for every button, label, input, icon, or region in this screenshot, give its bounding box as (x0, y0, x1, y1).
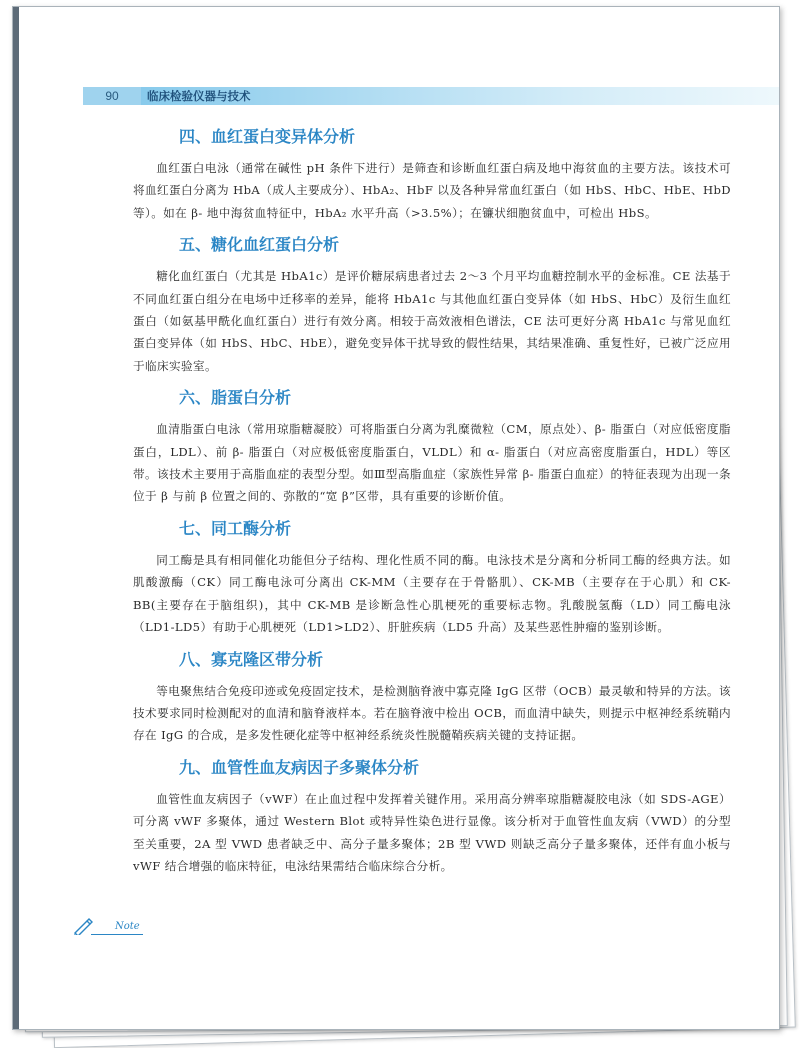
section-title: 八、寡克隆区带分析 (179, 649, 324, 669)
main-content (133, 125, 731, 886)
section-oligoclonal-bands (133, 648, 731, 747)
section-title: 九、血管性血友病因子多聚体分析 (179, 757, 420, 777)
book-page (12, 6, 780, 1030)
section-body: 等电聚焦结合免疫印迹或免疫固定技术，是检测脑脊液中寡克隆 IgG 区带（OCB）最灵敏和特异的方法。该技术要求同时检测配对的血清和脑脊液样本。若在脑脊液中检出 OCB，而血清中缺失，则提示中枢神经系统鞘内存在 IgG 的合成，是多发性硬化症等中枢神经系统炎性脱髓鞘疾病关键的支持证据。 (133, 683, 731, 743)
section-body: 糖化血红蛋白（尤其是 HbA1c）是评价糖尿病患者过去 2～3 个月平均血糖控制水平的金标准。CE 法基于不同血红蛋白组分在电场中迁移率的差异，能将 HbA1c 与其他血红蛋白变异体（如 HbS、HbC）及衍生血红蛋白（如氨基甲酰化血红蛋白）进行有效分离。相较于高效液相色谱法，CE 法可更好分离 HbA1c 与常见血红蛋白变异体（如 HbS、HbC、HbE），避免变异体干扰导致的假性结果，其结果准确、重复性好，已被广泛应用于临床实验室。 (133, 269, 731, 373)
section-title: 五、糖化血红蛋白分析 (179, 235, 340, 255)
section-vwf-multimer (133, 756, 731, 878)
notes-marker (73, 917, 153, 937)
notes-underline (91, 934, 143, 935)
page-number: 90 (83, 87, 141, 105)
section-isoenzyme (133, 517, 731, 639)
section-title: 六、脂蛋白分析 (179, 388, 292, 408)
section-body: 血清脂蛋白电泳（常用琼脂糖凝胶）可将脂蛋白分离为乳糜微粒（CM，原点处）、β- 脂蛋白（对应低密度脂蛋白，LDL）、前 β- 脂蛋白（对应极低密度脂蛋白，VLDL）和 α- 脂蛋白（对应高密度脂蛋白，HDL）等区带。该技术主要用于高脂血症的表型分型。如Ⅲ型高脂血症（家族性异常 β- 脂蛋白血症）的特征表现为出现一条位于 β 与前 β 位置之间的、弥散的“宽 β”区带，具有重要的诊断价值。 (133, 422, 731, 504)
section-lipoprotein (133, 386, 731, 508)
section-hemoglobin-variants (133, 125, 731, 224)
page-edge-strip (13, 7, 19, 1029)
section-glycated-hemoglobin (133, 233, 731, 377)
section-body: 血红蛋白电泳（通常在碱性 pH 条件下进行）是筛查和诊断血红蛋白病及地中海贫血的主要方法。该技术可将血红蛋白分离为 HbA（成人主要成分）、HbA₂、HbF 以及各种异常血红蛋白（如 HbS、HbC、HbE、HbD 等）。如在 β- 地中海贫血特征中，HbA₂ 水平升高（>3.5%）；在镰状细胞贫血中，可检出 HbS。 (133, 161, 731, 220)
section-body: 血管性血友病因子（vWF）在止血过程中发挥着关键作用。采用高分辨率琼脂糖凝胶电泳（如 SDS-AGE）可分离 vWF 多聚体，通过 Western Blot 或特异性染色进行显像。该分析对于血管性血友病（VWD）的分型至关重要，2A 型 VWD 患者缺乏中、高分子量多聚体；2B 型 VWD 则缺乏高分子量多聚体，还伴有血小板与 vWF 结合增强的临床特征，电泳结果需结合临床综合分析。 (133, 791, 731, 873)
notes-label: Note (115, 921, 140, 932)
section-body: 同工酶是具有相同催化功能但分子结构、理化性质不同的酶。电泳技术是分离和分析同工酶的经典方法。如肌酸激酶（CK）同工酶电泳可分离出 CK-MM（主要存在于骨骼肌）、CK-MB（主要存在于心肌）和 CK-BB(主要存在于脑组织)，其中 CK-MB 是诊断急性心肌梗死的重要标志物。乳酸脱氢酶（LD）同工酶电泳（LD1-LD5）有助于心肌梗死（LD1>LD2）、肝脏疾病（LD5 升高）及某些恶性肿瘤的鉴别诊断。 (133, 552, 731, 635)
section-title: 七、同工酶分析 (179, 518, 292, 538)
section-title: 四、血红蛋白变异体分析 (179, 127, 356, 146)
pen-icon (73, 917, 95, 935)
running-title: 临床检验仪器与技术 (147, 89, 251, 103)
